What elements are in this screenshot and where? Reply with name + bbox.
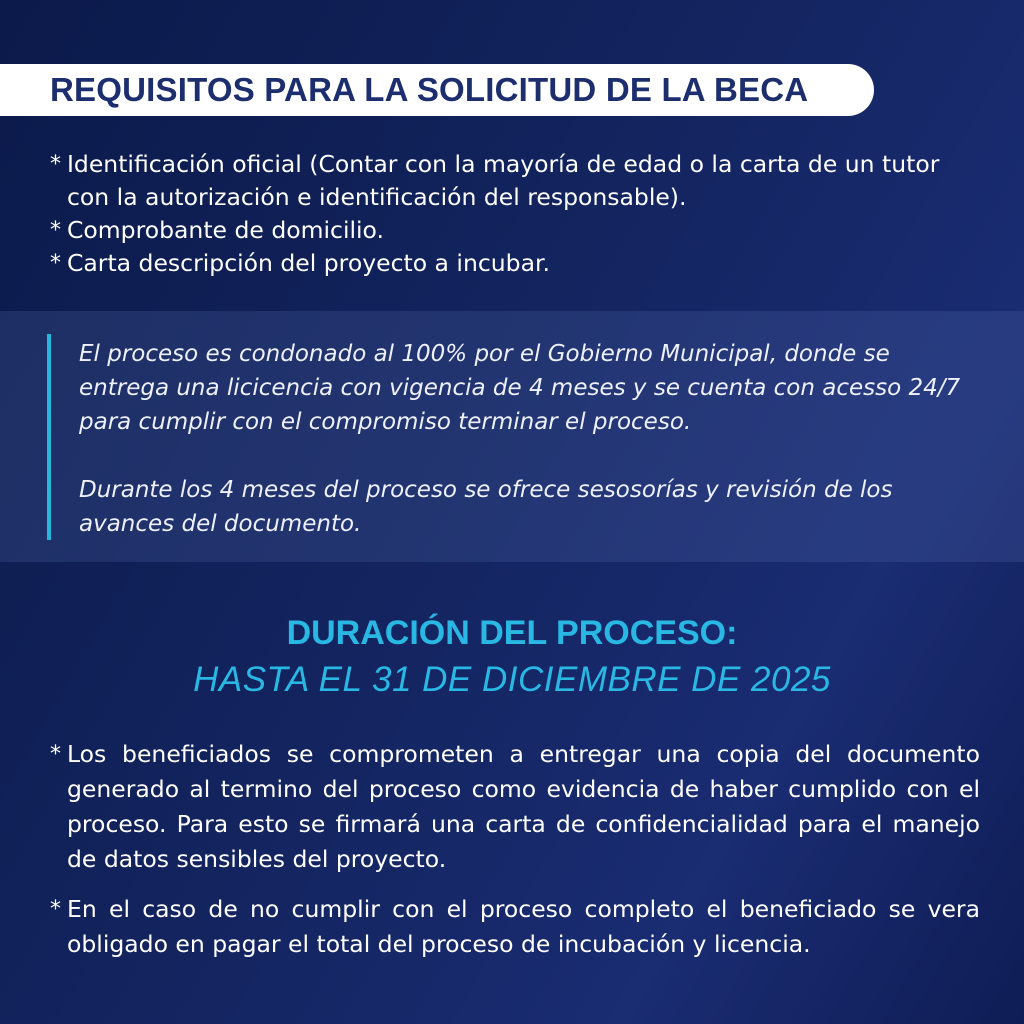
bullet-asterisk: *	[50, 742, 61, 767]
info-text-block	[79, 337, 979, 541]
info-paragraph: Durante los 4 meses del proceso se ofrece sesosorías y revisión de los avances del documento.	[79, 477, 893, 537]
terms-list	[50, 737, 980, 977]
requirements-list	[50, 148, 980, 280]
duration-heading: DURACIÓN DEL PROCESO:	[286, 614, 738, 652]
bullet-asterisk: *	[50, 251, 61, 276]
bullet-asterisk: *	[50, 897, 61, 922]
info-paragraph: El proceso es condonado al 100% por el Gobierno Municipal, donde se entrega una licicencia con vigencia de 4 meses y se cuenta con acesso 24/7 para cumplir con el compromiso terminar el proceso.	[79, 341, 961, 435]
requirement-text: Identificación oficial (Contar con la mayoría de edad o la carta de un tutor con la autorización e identificación del responsable).	[67, 150, 940, 211]
term-item	[50, 737, 980, 877]
requirement-item	[50, 247, 980, 280]
requirement-text: Carta descripción del proyecto a incubar.	[67, 249, 550, 277]
term-text: Los beneficiados se comprometen a entregar una copia del documento generado al termino del proceso como evidencia de haber cumplido con el proceso. Para esto se firmará una carta de confidencialidad para el manejo de datos sensibles del proyecto.	[67, 740, 980, 873]
info-accent-bar	[47, 334, 51, 540]
requirement-text: Comprobante de domicilio.	[67, 216, 384, 244]
term-item	[50, 892, 980, 962]
bullet-asterisk: *	[50, 152, 61, 177]
requirement-item	[50, 214, 980, 247]
title-banner	[0, 64, 874, 116]
duration-date: HASTA EL 31 DE DICIEMBRE DE 2025	[193, 660, 831, 699]
bullet-asterisk: *	[50, 218, 61, 243]
term-text: En el caso de no cumplir con el proceso completo el beneficiado se vera obligado en pagar el total del proceso de incubación y licencia.	[67, 895, 980, 958]
page-title: REQUISITOS PARA LA SOLICITUD DE LA BECA	[50, 71, 809, 108]
requirement-item	[50, 148, 980, 214]
